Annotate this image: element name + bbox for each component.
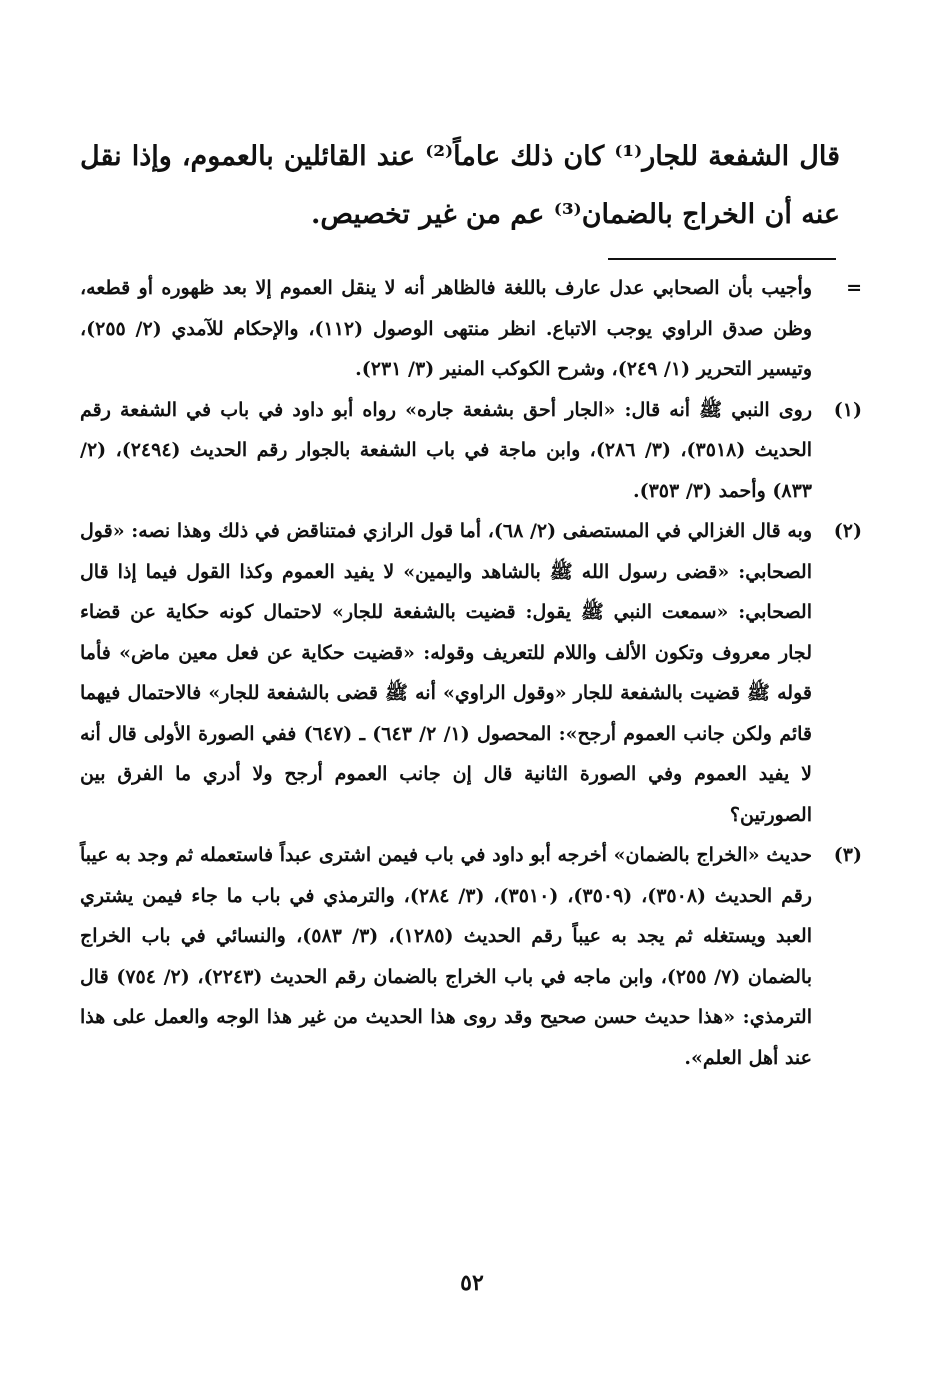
footnote-text: روى النبي ﷺ أنه قال: «الجار أحق بشفعة جاره» رواه أبو داود في باب في الشفعة رقم الحديث (٣٥١٨)، (٣/ ٢٨٦)، وابن ماجة في باب الشفعة بالجوار رقم الحديث (٢٤٩٤)، (٢/ ٨٣٣) وأحمد (٣/ ٣٥٣). [80, 398, 813, 502]
footnote-text: وأجيب بأن الصحابي عدل عارف باللغة فالظاهر أنه لا ينقل العموم إلا بعد ظهوره أو قطعه، وظن صدق الراوي يوجب الاتباع. انظر منتهى الوصول (١١٢)، والإحكام للآمدي (٢/ ٢٥٥)، وتيسير التحرير (١/ ٢٤٩)، وشرح الكوكب المنير (٣/ ٢٣١). [80, 277, 813, 380]
footnote-marker: (٢) [833, 520, 862, 542]
footnote-text: حديث «الخراج بالضمان» أخرجه أبو داود في باب فيمن اشترى عبداً فاستعمله ثم وجد به عيباً رقم الحديث (٣٥٠٨)، (٣٥٠٩)، (٣٥١٠)، (٣/ ٢٨٤)، والترمذي في باب ما جاء فيمن يشتري العبد ويستغله ثم يجد به عيباً رقم الحديث (١٢٨٥)، (٣/ ٥٨٣)، والنسائي في باب الخراج بالضمان (٧/ ٢٥٥)، وابن ماجه في باب الخراج بالضمان رقم الحديث (٢٢٤٣)، (٢/ ٧٥٤) قال الترمذي: «هذا حديث حسن صحيح وقد روى هذا الحديث من غير هذا الوجه والعمل على هذا عند أهل العلم». [80, 844, 812, 1069]
main-paragraph: قال الشفعة للجار⁽¹⁾ كان ذلك عاماً⁽²⁾ عند القائلين بالعموم، وإذا نقل عنه أن الخراج بالضمان⁽³⁾ عم من غير تخصيص. [80, 141, 840, 230]
footnote-separator [608, 258, 836, 260]
footnote-3 [80, 835, 862, 1078]
main-text [80, 128, 840, 244]
footnote-2 [80, 511, 862, 835]
page-number: ٥٢ [460, 1270, 484, 1296]
footnote-continuation [80, 268, 862, 390]
footnotes [80, 268, 862, 1078]
footnote-marker: (١) [833, 398, 862, 421]
footnote-marker: (٣) [833, 844, 862, 866]
footnote-marker: = [846, 277, 862, 299]
footnote-1 [80, 390, 862, 512]
footnote-text: وبه قال الغزالي في المستصفى (٢/ ٦٨)، أما قول الرازي فمتناقض في ذلك وهذا نصه: «قول الصحابي: «قضى رسول الله ﷺ بالشاهد واليمين» لا يفيد العموم وكذا القول فيما إذا قال الصحابي: «سمعت النبي ﷺ يقول: قضيت بالشفعة للجار» لاحتمال كونه حكاية عن قضاء لجار معروف وتكون الألف واللام للتعريف وقوله: «قضيت حكاية عن فعل معين ماض» فأما قوله ﷺ قضيت بالشفعة للجار «وقول الراوي» أنه ﷺ قضى بالشفعة للجار» فالاحتمال فيهما قائم ولكن جانب العموم أرجح»: المحصول (١/ ٢/ ٦٤٣) ـ (٦٤٧) ففي الصورة الأولى قال أنه لا يفيد العموم وفي الصورة الثانية قال إن جانب العموم أرجح ولا أدري ما الفرق بين الصورتين؟ [80, 520, 813, 826]
